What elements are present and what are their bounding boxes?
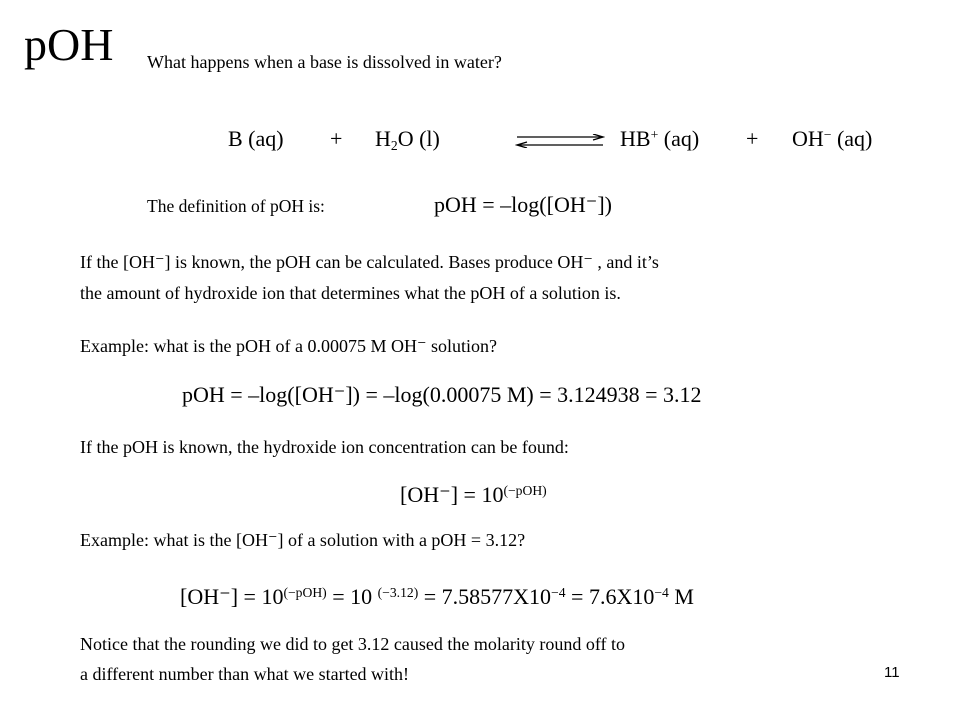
plus-sign-2: +	[746, 126, 759, 151]
definition-label: The definition of pOH is:	[147, 196, 325, 216]
reactant-base: B (aq)	[228, 126, 284, 151]
example1-solution: pOH = –log([OH⁻]) = –log(0.00075 M) = 3.124938 = 3.12	[182, 382, 702, 407]
intro-question: What happens when a base is dissolved in water?	[147, 52, 502, 72]
hydroxide-formula: $[OH^-] = 10^{(-pOH)}$	[400, 482, 547, 507]
product-conjugate-acid: HB+ (aq)	[620, 126, 700, 151]
equilibrium-arrows-icon	[515, 134, 605, 148]
paragraph1-line2: the amount of hydroxide ion that determines what the pOH of a solution is.	[80, 283, 621, 303]
plus-sign-1: +	[330, 126, 343, 151]
notice-line2: a different number than what we started with!	[80, 664, 410, 684]
reactant-water: H2O (l)	[375, 126, 440, 154]
paragraph2: If the pOH is known, the hydroxide ion concentration can be found:	[80, 437, 569, 457]
slide-title: pOH	[24, 19, 114, 70]
page-number: 11	[884, 664, 900, 681]
product-hydroxide: OH− (aq)	[792, 126, 873, 151]
example2-question: Example: what is the [OH⁻] of a solution with a pOH = 3.12?	[80, 530, 526, 550]
notice-line1: Notice that the rounding we did to get 3.12 caused the molarity round off to	[80, 634, 626, 654]
example1-question: Example: what is the pOH of a 0.00075 M OH⁻ solution?	[80, 336, 497, 356]
example2-solution: $[OH^-] = 10^{(-pOH)} = 10$ $^{(-3.12)} = 7.58577X10^{-4} = 7.6X10^{-4}$ M	[180, 584, 694, 609]
definition-formula: pOH = –log([OH⁻])	[434, 192, 612, 217]
paragraph1-line1: If the [OH⁻] is known, the pOH can be calculated. Bases produce OH⁻ , and it’s	[80, 252, 659, 272]
